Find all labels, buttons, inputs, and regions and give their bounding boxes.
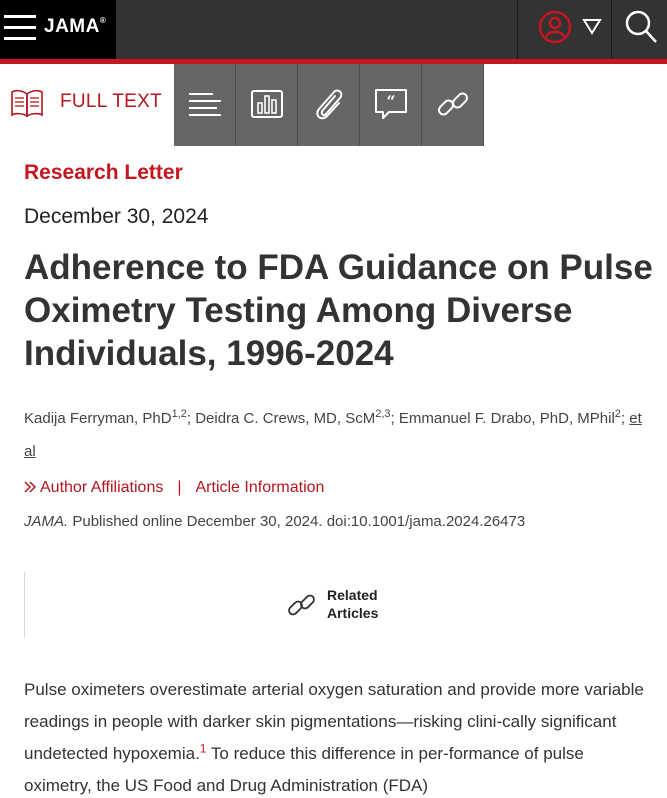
author-list: Kadija Ferryman, PhD$^{1,2}$; Deidra C. Crews, MD, ScM$^{2,3}$; Emmanuel F. Drabo, PhD, MPhil$^2$; et al (24, 408, 642, 460)
affiliation-ref: 2,3 (375, 408, 391, 420)
menu-icon[interactable] (4, 14, 36, 42)
article-date: December 30, 2024 (24, 205, 209, 228)
top-bar (0, 0, 667, 59)
article-body-paragraph: Pulse oximeters overestimate arterial oxygen saturation and provide more variable readings in people with darker skin pigmentations—risking clini-cally significant undetected hypoxemia.$^1$ To reduce this difference in per-formance of pulse oximetry, the US Food and Drug Administration (FDA) (24, 680, 644, 795)
paperclip-icon (311, 86, 347, 122)
svg-text:“: “ (386, 92, 396, 111)
author-affiliations-link[interactable]: Author Affiliations (40, 479, 164, 496)
tab-contents[interactable] (174, 64, 236, 146)
search-icon[interactable] (624, 9, 658, 45)
tab-full-text[interactable] (0, 64, 174, 146)
link-icon[interactable] (287, 590, 317, 620)
tab-comments[interactable] (360, 64, 422, 146)
double-chevron-right-icon (24, 481, 36, 493)
article-title: Adherence to FDA Guidance on Pulse Oximetry Testing Among Diverse Individuals, 1996-2024 (24, 248, 653, 373)
chevron-down-icon[interactable] (582, 17, 602, 35)
quote-bubble-icon (373, 86, 409, 122)
author-name[interactable]: Emmanuel F. Drabo, PhD, MPhil (398, 410, 615, 427)
related-articles-button[interactable]: Related Articles (327, 587, 379, 621)
jama-logo[interactable]: JAMA® (44, 15, 107, 37)
link-icon (435, 86, 471, 122)
tab-related[interactable] (422, 64, 484, 146)
tab-figures[interactable] (236, 64, 298, 146)
article-tab-bar (0, 64, 667, 146)
related-articles-box (24, 572, 667, 638)
tab-supplemental[interactable] (298, 64, 360, 146)
article-type: Research Letter (24, 161, 183, 184)
list-icon (187, 86, 223, 122)
account-menu[interactable] (517, 0, 612, 59)
bar-chart-icon (249, 86, 285, 122)
citation-text: Published online December 30, 2024. doi:10.1001/jama.2024.26473 (72, 513, 526, 530)
journal-name: JAMA. (24, 513, 69, 530)
article-meta-links (24, 479, 324, 497)
et-al-link[interactable]: et al (24, 410, 642, 460)
book-icon (10, 88, 44, 118)
affiliation-ref: 1,2 (171, 408, 187, 420)
tab-full-text-label: FULL TEXT (60, 91, 162, 112)
affiliation-ref: 2 (614, 408, 621, 420)
search-button[interactable] (612, 0, 667, 59)
user-icon[interactable] (538, 10, 572, 44)
author-name[interactable]: Deidra C. Crews, MD, ScM (195, 410, 376, 427)
separator: | (177, 479, 182, 496)
brand-area (0, 0, 116, 59)
citation (24, 513, 525, 530)
article-information-link[interactable]: Article Information (195, 479, 325, 496)
reference-link[interactable]: 1 (199, 741, 207, 756)
author-name[interactable]: Kadija Ferryman, PhD (24, 410, 172, 427)
